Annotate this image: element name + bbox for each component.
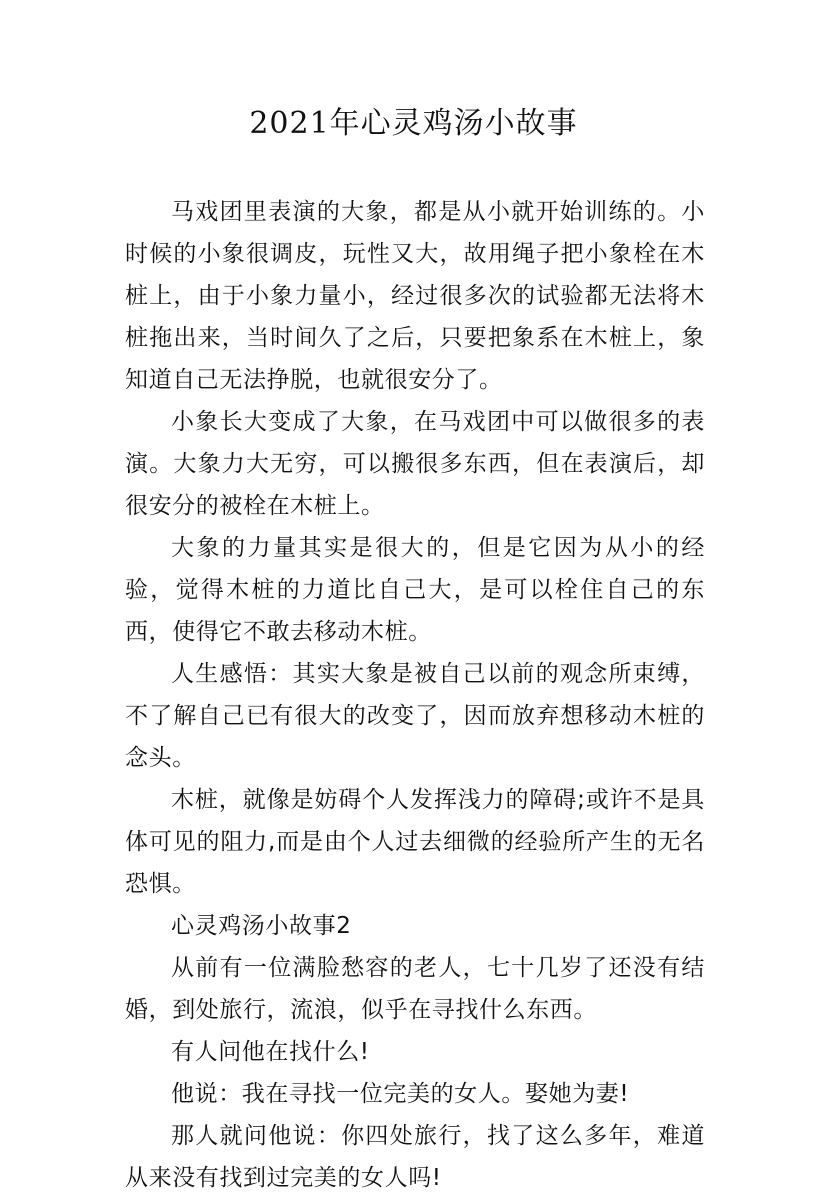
paragraph: 人生感悟：其实大象是被自己以前的观念所束缚，不了解自己已有很大的改变了，因而放弃想移动木桩的念头。 xyxy=(125,661,705,771)
paragraph: 他说：我在寻找一位完美的女人。娶她为妻! xyxy=(171,1081,630,1107)
paragraph: 大象的力量其实是很大的，但是它因为从小的经验，觉得木桩的力道比自己大，是可以栓住自己的东西，使得它不敢去移动木桩。 xyxy=(125,535,705,645)
paragraph: 那人就问他说：你四处旅行，找了这么多年，难道从来没有找到过完美的女人吗! xyxy=(125,1123,705,1191)
paragraph: 有人问他在找什么! xyxy=(171,1039,370,1065)
section-heading: 心灵鸡汤小故事2 xyxy=(171,913,352,939)
document-title: 2021年心灵鸡汤小故事 xyxy=(249,106,578,141)
paragraph: 从前有一位满脸愁容的老人，七十几岁了还没有结婚，到处旅行，流浪，似乎在寻找什么东西。 xyxy=(125,955,705,1023)
paragraph: 木桩，就像是妨碍个人发挥浅力的障碍;或许不是具体可见的阻力,而是由个人过去细微的经验所产生的无名恐惧。 xyxy=(125,787,705,897)
document-body xyxy=(125,191,705,1199)
paragraph: 马戏团里表演的大象，都是从小就开始训练的。小时候的小象很调皮，玩性又大，故用绳子把小象栓在木桩上，由于小象力量小，经过很多次的试验都无法将木桩拖出来，当时间久了之后，只要把象系在木桩上，象知道自己无法挣脱，也就很安分了。 xyxy=(125,199,705,393)
paragraph: 小象长大变成了大象，在马戏团中可以做很多的表演。大象力大无穷，可以搬很多东西，但在表演后，却很安分的被栓在木桩上。 xyxy=(125,409,705,519)
